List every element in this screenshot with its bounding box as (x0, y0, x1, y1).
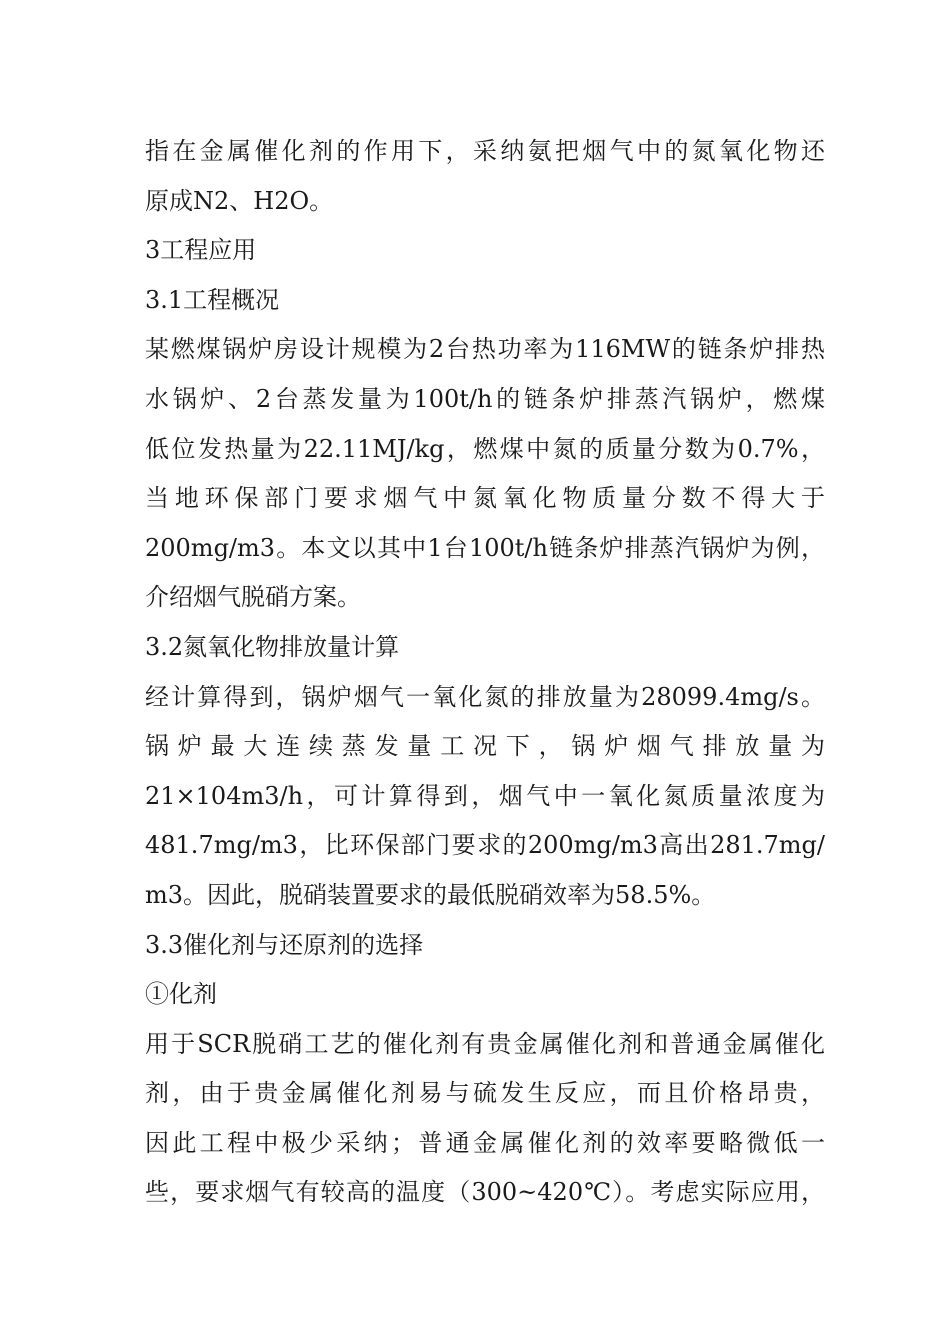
body-line: 经计算得到，锅炉烟气一氧化氮的排放量为28099.4mg/s。 (145, 682, 825, 711)
body-line: 剂，由于贵金属催化剂易与硫发生反应，而且价格昂贵， (145, 1079, 825, 1108)
subsection-heading: 3.3催化剂与还原剂的选择 (145, 930, 424, 959)
body-line: 水锅炉、2台蒸发量为100t/h的链条炉排蒸汽锅炉，燃煤 (145, 384, 825, 413)
document-body (145, 127, 825, 1218)
body-line: 介绍烟气脱硝方案。 (145, 583, 361, 612)
body-line: 些，要求烟气有较高的温度（300~420℃）。考虑实际应用， (145, 1178, 825, 1207)
body-line: m3。因此，脱硝装置要求的最低脱硝效率为58.5%。 (145, 880, 716, 909)
body-line: 指在金属催化剂的作用下，采纳氨把烟气中的氮氧化物还 (145, 137, 825, 165)
body-line: 低位发热量为22.11MJ/kg，燃煤中氮的质量分数为0.7%， (145, 434, 825, 463)
body-line: 用于SCR脱硝工艺的催化剂有贵金属催化剂和普通金属催化 (145, 1029, 825, 1058)
list-heading: ①化剂 (145, 980, 217, 1009)
body-line: 200mg/m3。本文以其中1台100t/h链条炉排蒸汽锅炉为例， (145, 533, 825, 562)
body-line: 当地环保部门要求烟气中氮氧化物质量分数不得大于 (145, 484, 825, 513)
body-line: 481.7mg/m3，比环保部门要求的200mg/m3高出281.7mg/ (145, 831, 825, 860)
body-line: 因此工程中极少采纳；普通金属催化剂的效率要略微低一 (145, 1128, 825, 1157)
body-line: 原成N2、H2O。 (145, 186, 334, 215)
subsection-heading: 3.1工程概况 (145, 285, 280, 314)
body-line: 锅炉最大连续蒸发量工况下，锅炉烟气排放量为 (145, 732, 825, 761)
body-line: 某燃煤锅炉房设计规模为2台热功率为116MW的链条炉排热 (145, 335, 825, 364)
section-heading: 3工程应用 (145, 236, 257, 265)
subsection-heading: 3.2氮氧化物排放量计算 (145, 632, 400, 661)
body-line: 21×104m3/h，可计算得到，烟气中一氧化氮质量浓度为 (145, 781, 825, 810)
